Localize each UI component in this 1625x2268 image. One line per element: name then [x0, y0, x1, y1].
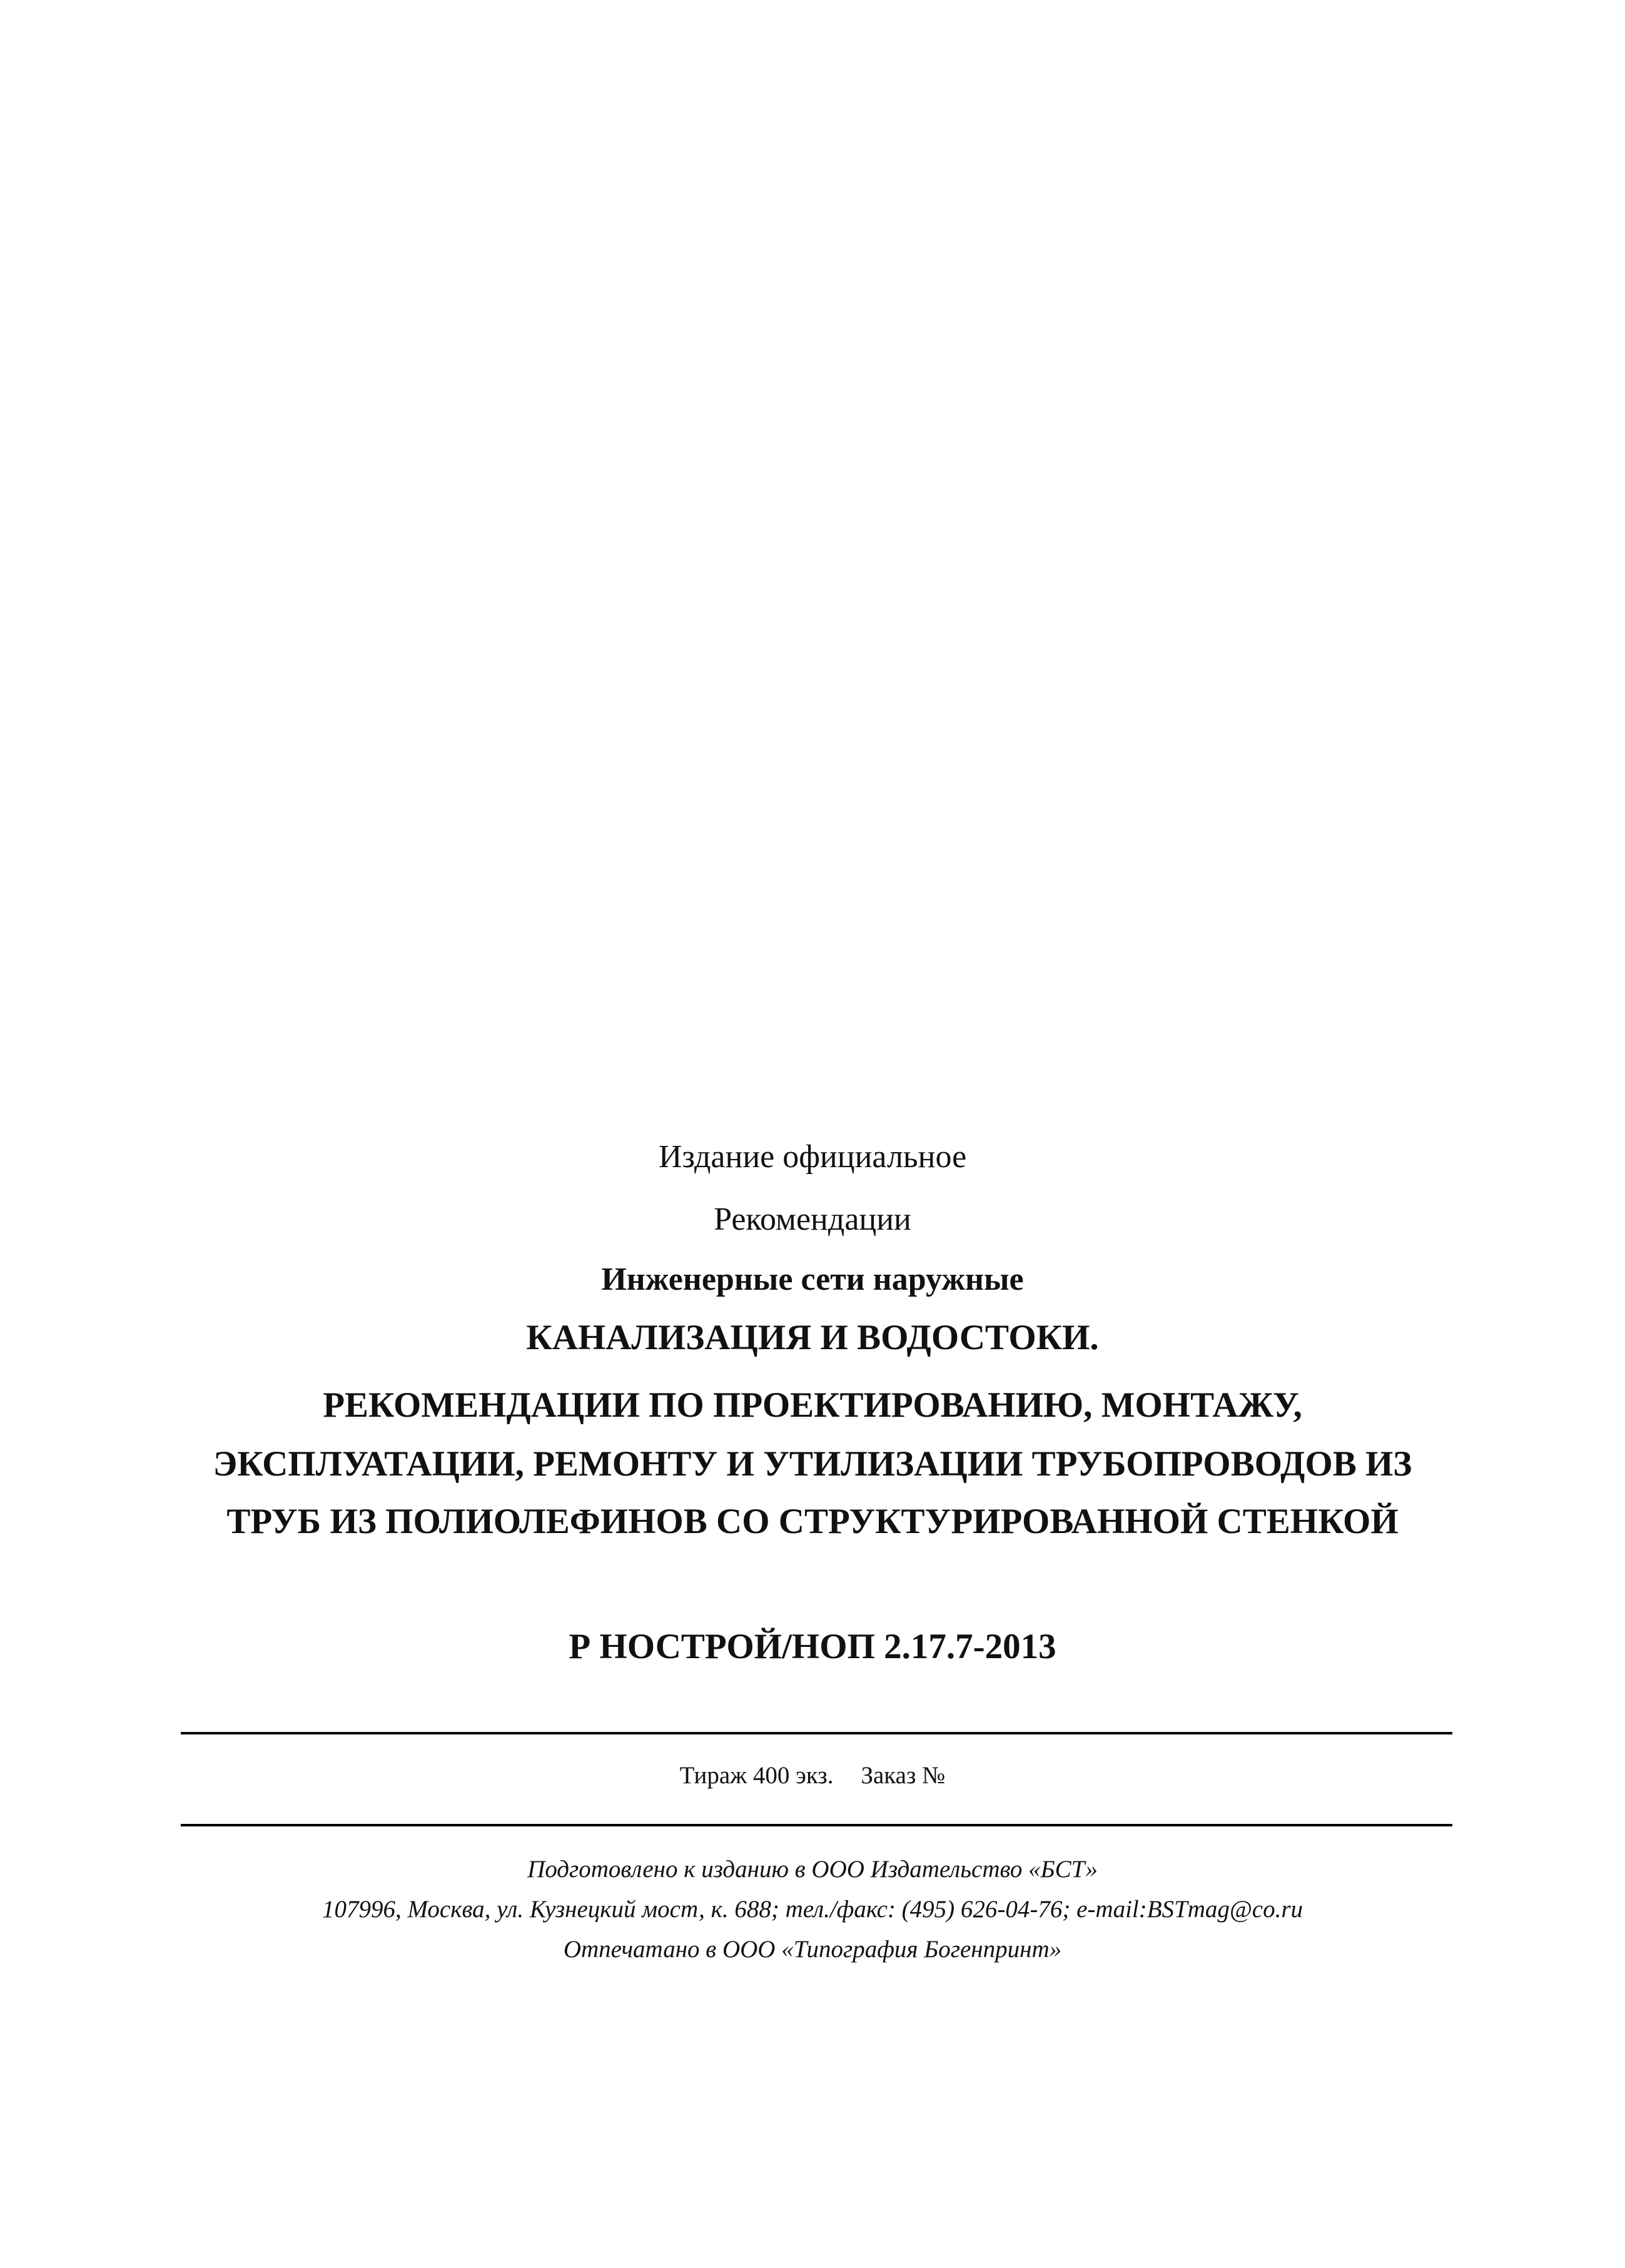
document-subtitle: Инженерные сети наружные [601, 1262, 1024, 1297]
divider-bottom [181, 1824, 1452, 1826]
circulation-text: Тираж 400 экз. [679, 1762, 834, 1789]
order-text: Заказ № [861, 1762, 946, 1789]
imprint-printed: Отпечатано в ООО «Типография Богенпринт» [563, 1936, 1062, 1963]
divider-top [181, 1732, 1452, 1734]
title-line-3: ЭКСПЛУАТАЦИИ, РЕМОНТУ И УТИЛИЗАЦИИ ТРУБОПРОВОДОВ ИЗ [213, 1444, 1412, 1484]
print-info [0, 1761, 1625, 1790]
title-line-2: РЕКОМЕНДАЦИИ ПО ПРОЕКТИРОВАНИЮ, МОНТАЖУ, [323, 1385, 1302, 1425]
document-designation: Р НОСТРОЙ/НОП 2.17.7-2013 [569, 1627, 1056, 1666]
title-line-1: КАНАЛИЗАЦИЯ И ВОДОСТОКИ. [526, 1318, 1099, 1357]
edition-label: Издание официальное [658, 1139, 967, 1175]
title-line-4: ТРУБ ИЗ ПОЛИОЛЕФИНОВ СО СТРУКТУРИРОВАННОЙ СТЕНКОЙ [226, 1502, 1399, 1541]
document-type: Рекомендации [714, 1202, 911, 1237]
imprint-address: 107996, Москва, ул. Кузнецкий мост, к. 688; тел./факс: (495) 626-04-76; e-mail:BSTmag@co.ru [321, 1896, 1304, 1923]
imprint-prepared: Подготовлено к изданию в ООО Издательство «БСТ» [527, 1856, 1098, 1883]
